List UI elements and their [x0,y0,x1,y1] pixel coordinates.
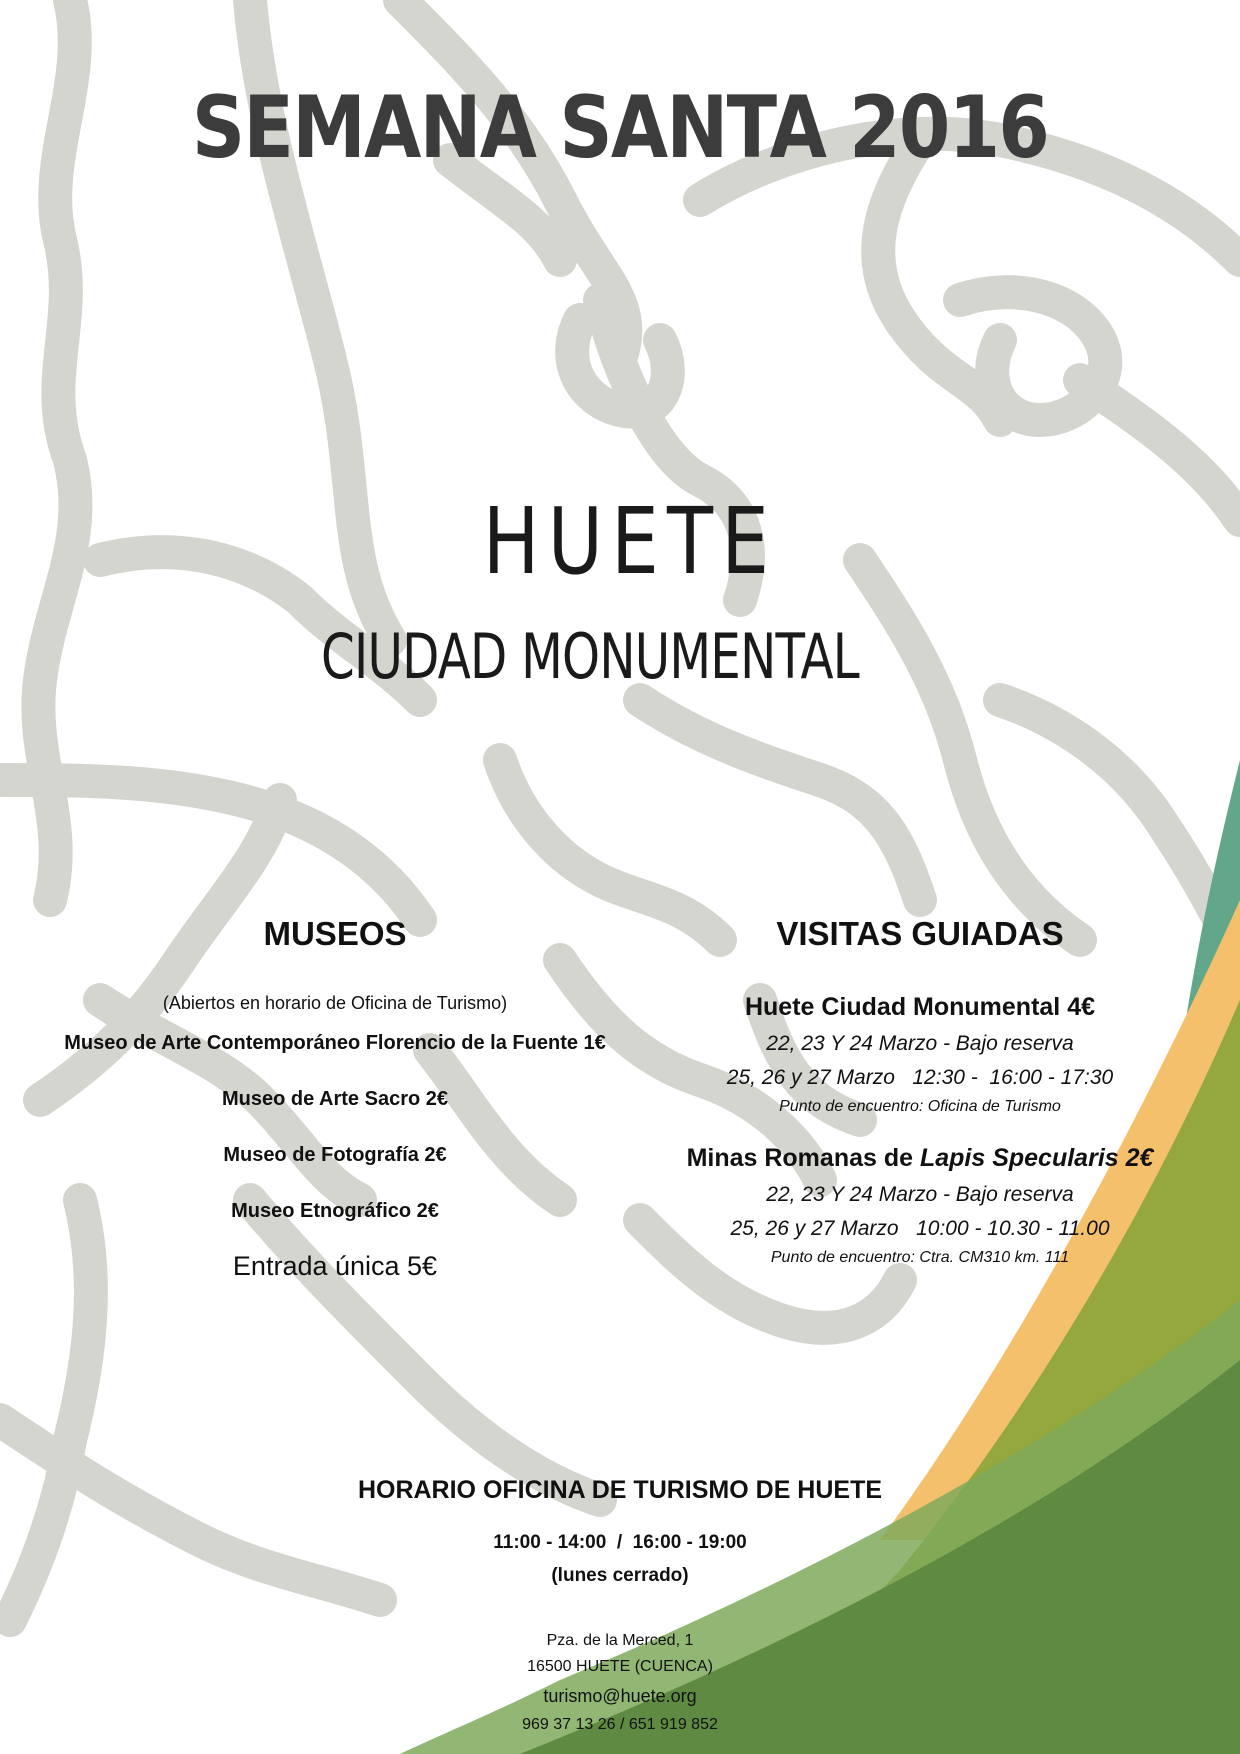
guided-tours-section [660,915,1180,1267]
museum-item: Museo de Arte Contemporáneo Florencio de la Fuente 1€ [64,1032,606,1054]
tour-title-italic: Lapis Specularis 2€ [919,1144,1154,1172]
email-link[interactable]: turismo@huete.org [543,1686,697,1706]
museums-section [40,915,630,1282]
tour-dates: 22, 23 Y 24 Marzo - Bajo reserva [766,1032,1074,1055]
phone-numbers: 969 37 13 26 / 651 919 852 [522,1716,718,1733]
poster-title: SEMANA SANTA 2016 [191,78,1049,178]
museums-note: (Abiertos en horario de Oficina de Turismo) [162,993,508,1013]
tour-title-plain: Minas Romanas de [686,1144,920,1172]
tour-title [660,1144,1180,1173]
museum-item: Museo de Fotografía 2€ [223,1144,447,1166]
tour-meeting-point: Punto de encuentro: Oficina de Turismo [779,1098,1061,1115]
tour-dates: 22, 23 Y 24 Marzo - Bajo reserva [766,1183,1074,1206]
museum-item: Museo de Arte Sacro 2€ [221,1088,448,1110]
address-line-1: Pza. de la Merced, 1 [546,1632,694,1649]
tour-schedule: 25, 26 y 27 Marzo 12:30 - 16:00 - 17:30 [726,1066,1114,1089]
guided-tours-heading: VISITAS GUIADAS [776,915,1064,952]
office-hours: 11:00 - 14:00 / 16:00 - 19:00 [493,1532,747,1553]
tour-title: Huete Ciudad Monumental 4€ [744,993,1096,1021]
tour-schedule: 25, 26 y 27 Marzo 10:00 - 10.30 - 11.00 [730,1217,1110,1240]
logo-sub-text: CIUDAD MONUMENTAL [321,620,859,693]
museum-item: Museo Etnográfico 2€ [231,1200,439,1222]
address-line-2: 16500 HUETE (CUENCA) [527,1658,713,1675]
single-ticket: Entrada única 5€ [232,1251,438,1281]
logo-main-text: HUETE [482,488,778,595]
museums-heading: MUSEOS [263,915,407,952]
tour-meeting-point: Punto de encuentro: Ctra. CM310 km. 111 [770,1249,1070,1266]
office-heading: HORARIO OFICINA DE TURISMO DE HUETE [357,1476,883,1504]
office-closed-day: (lunes cerrado) [551,1565,689,1586]
